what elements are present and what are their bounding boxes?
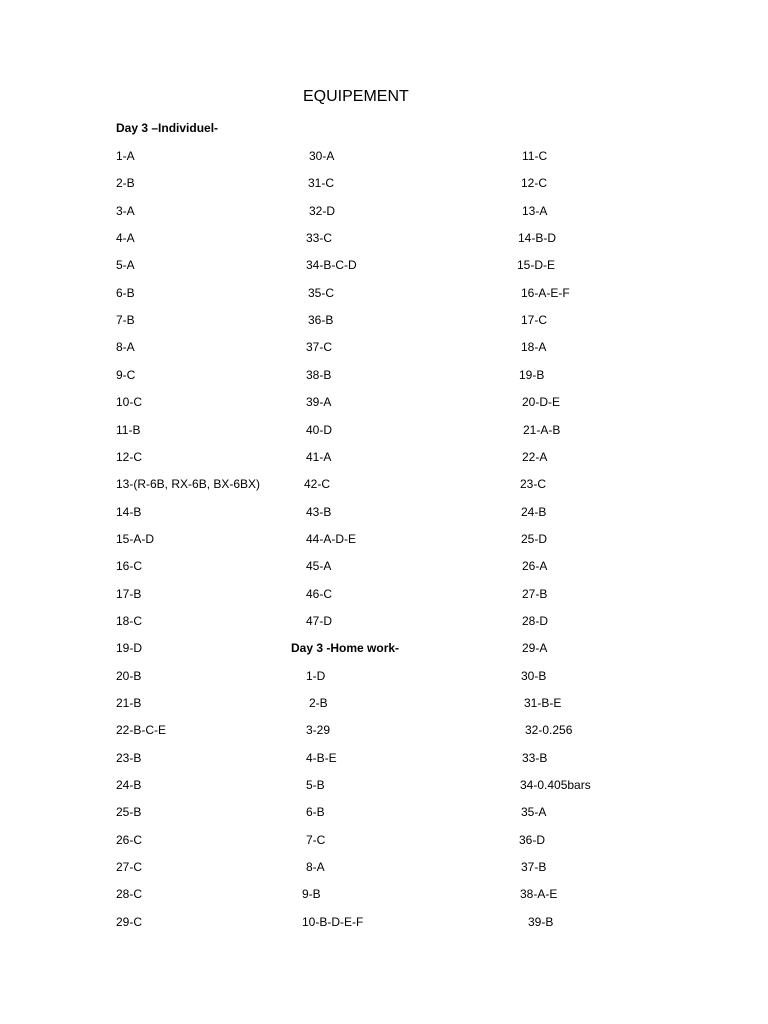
- answer-row: [0, 914, 768, 934]
- answer-entry: 40-D: [306, 422, 333, 437]
- answer-entry: 4-A: [116, 231, 135, 246]
- answer-entry: 19-B: [519, 367, 545, 382]
- answer-entry: 20-B: [116, 668, 142, 683]
- answer-row: [0, 175, 768, 195]
- page-title: EQUIPEMENT: [303, 88, 409, 105]
- answer-row: [0, 422, 768, 442]
- answer-entry: 21-B: [116, 696, 142, 710]
- answer-entry: 47-D: [306, 613, 333, 628]
- answer-entry: 11-B: [116, 422, 141, 437]
- section-heading-individual: Day 3 –Individuel-: [116, 121, 219, 135]
- answer-row: [0, 257, 768, 277]
- answer-row: [0, 394, 768, 414]
- answer-entry: 22-A: [522, 449, 548, 464]
- answer-entry: 25-D: [521, 531, 548, 546]
- answer-entry: 38-A-E: [520, 887, 558, 902]
- answer-row: [0, 504, 768, 524]
- section-heading-homework: Day 3 -Home work-: [291, 641, 400, 656]
- answer-entry: 13-(R-6B, RX-6B, BX-6BX): [116, 477, 261, 492]
- answer-entry: 33-C: [306, 231, 333, 246]
- answer-entry: 15-D-E: [517, 258, 556, 273]
- answer-entry: 37-B: [521, 860, 547, 875]
- answer-entry: 35-C: [308, 285, 335, 300]
- answer-entry: 32-0.256: [525, 723, 573, 738]
- answer-entry: 5-B: [306, 778, 325, 793]
- answer-entry: 44-A-D-E: [306, 531, 357, 546]
- answer-entry: 10-B-D-E-F: [302, 914, 364, 929]
- answer-row: [0, 804, 768, 824]
- answer-entry: 33-B: [522, 750, 548, 765]
- answer-row: [0, 367, 768, 387]
- answer-entry: 39-A: [306, 395, 332, 410]
- answer-row: [0, 777, 768, 797]
- answer-entry: 14-B: [116, 504, 142, 519]
- answer-entry: 30-B: [521, 668, 547, 683]
- answer-entry: 20-D-E: [522, 395, 561, 410]
- answer-entry: 12-C: [521, 176, 548, 191]
- answer-entry: 34-0.405bars: [520, 778, 591, 793]
- answer-entry: 30-A: [309, 149, 335, 163]
- answer-entry: 19-D: [116, 641, 143, 656]
- answer-entry: 21-A-B: [523, 422, 561, 437]
- answer-row: [0, 531, 768, 551]
- answer-entry: 7-B: [116, 313, 135, 328]
- answer-entry: 29-A: [522, 641, 548, 656]
- answer-row: [0, 886, 768, 906]
- answer-entry: 1-D: [306, 668, 326, 683]
- answer-entry: 12-C: [116, 449, 143, 464]
- answer-row: [0, 476, 768, 496]
- answer-row: [0, 722, 768, 742]
- answer-entry: 10-C: [116, 395, 143, 410]
- answer-entry: 24-B: [521, 504, 547, 519]
- answer-entry: 22-B-C-E: [116, 723, 167, 738]
- answer-row: [0, 640, 768, 660]
- answer-row: [0, 668, 768, 688]
- answer-row: [0, 449, 768, 469]
- answer-row: [0, 613, 768, 633]
- answer-entry: 8-A: [306, 860, 325, 875]
- answer-entry: 28-C: [116, 887, 143, 902]
- answer-entry: 29-C: [116, 914, 143, 929]
- answer-entry: 13-A: [522, 203, 548, 218]
- answer-entry: 2-B: [309, 696, 328, 710]
- answer-entry: 3-29: [306, 723, 331, 738]
- answer-row: [0, 558, 768, 578]
- answer-entry: 18-C: [116, 613, 143, 628]
- answer-entry: 34-B-C-D: [306, 258, 357, 273]
- answer-row: [0, 750, 768, 770]
- answer-row: [0, 203, 768, 223]
- answer-entry: 15-A-D: [116, 531, 155, 546]
- answer-entry: 24-B: [116, 778, 142, 793]
- answer-entry: 7-C: [306, 832, 326, 847]
- answer-entry: 23-B: [116, 750, 142, 765]
- answer-entry: 6-B: [306, 805, 325, 820]
- answer-entry: 28-D: [522, 613, 549, 628]
- answer-entry: 31-C: [308, 176, 335, 191]
- answer-entry: 38-B: [306, 367, 332, 382]
- answer-entry: 42-C: [304, 477, 331, 492]
- answer-entry: 9-C: [116, 367, 136, 382]
- answer-entry: 45-A: [306, 559, 332, 574]
- answer-row: [0, 285, 768, 305]
- answer-entry: 17-B: [116, 586, 142, 601]
- answer-entry: 1-A: [116, 149, 135, 163]
- answer-entry: 43-B: [306, 504, 332, 519]
- answer-entry: 26-C: [116, 832, 143, 847]
- answer-entry: 18-A: [521, 340, 547, 355]
- answer-entry: 4-B-E: [306, 750, 337, 765]
- answer-row: [0, 859, 768, 879]
- answer-entry: 9-B: [302, 887, 321, 902]
- answer-entry: 11-C: [522, 149, 548, 163]
- answer-entry: 2-B: [116, 176, 135, 191]
- answer-entry: 16-A-E-F: [521, 285, 570, 300]
- answer-entry: 27-B: [522, 586, 548, 601]
- answer-entry: 36-D: [519, 832, 546, 847]
- answer-entry: 6-B: [116, 285, 135, 300]
- answer-entry: 27-C: [116, 860, 143, 875]
- answer-entry: 25-B: [116, 805, 142, 820]
- answer-row: [0, 312, 768, 332]
- answer-entry: 31-B-E: [524, 696, 562, 710]
- answer-entry: 41-A: [306, 449, 332, 464]
- answer-entry: 16-C: [116, 559, 143, 574]
- answer-entry: 46-C: [306, 586, 333, 601]
- answer-row: [0, 832, 768, 852]
- answer-entry: 3-A: [116, 203, 135, 218]
- answer-row: [0, 586, 768, 606]
- answer-entry: 39-B: [528, 914, 554, 929]
- answer-entry: 5-A: [116, 258, 135, 273]
- answer-entry: 14-B-D: [518, 231, 557, 246]
- answer-entry: 35-A: [521, 805, 547, 820]
- answer-entry: 17-C: [521, 313, 548, 328]
- answer-row: [0, 695, 768, 715]
- answer-row: [0, 230, 768, 250]
- answer-entry: 37-C: [306, 340, 333, 355]
- answer-entry: 26-A: [522, 559, 548, 574]
- answer-entry: 8-A: [116, 340, 135, 355]
- answer-entry: 23-C: [520, 477, 547, 492]
- answer-entry: 36-B: [308, 313, 334, 328]
- answer-entry: 32-D: [309, 203, 336, 218]
- answer-row: [0, 148, 768, 168]
- answer-row: [0, 339, 768, 359]
